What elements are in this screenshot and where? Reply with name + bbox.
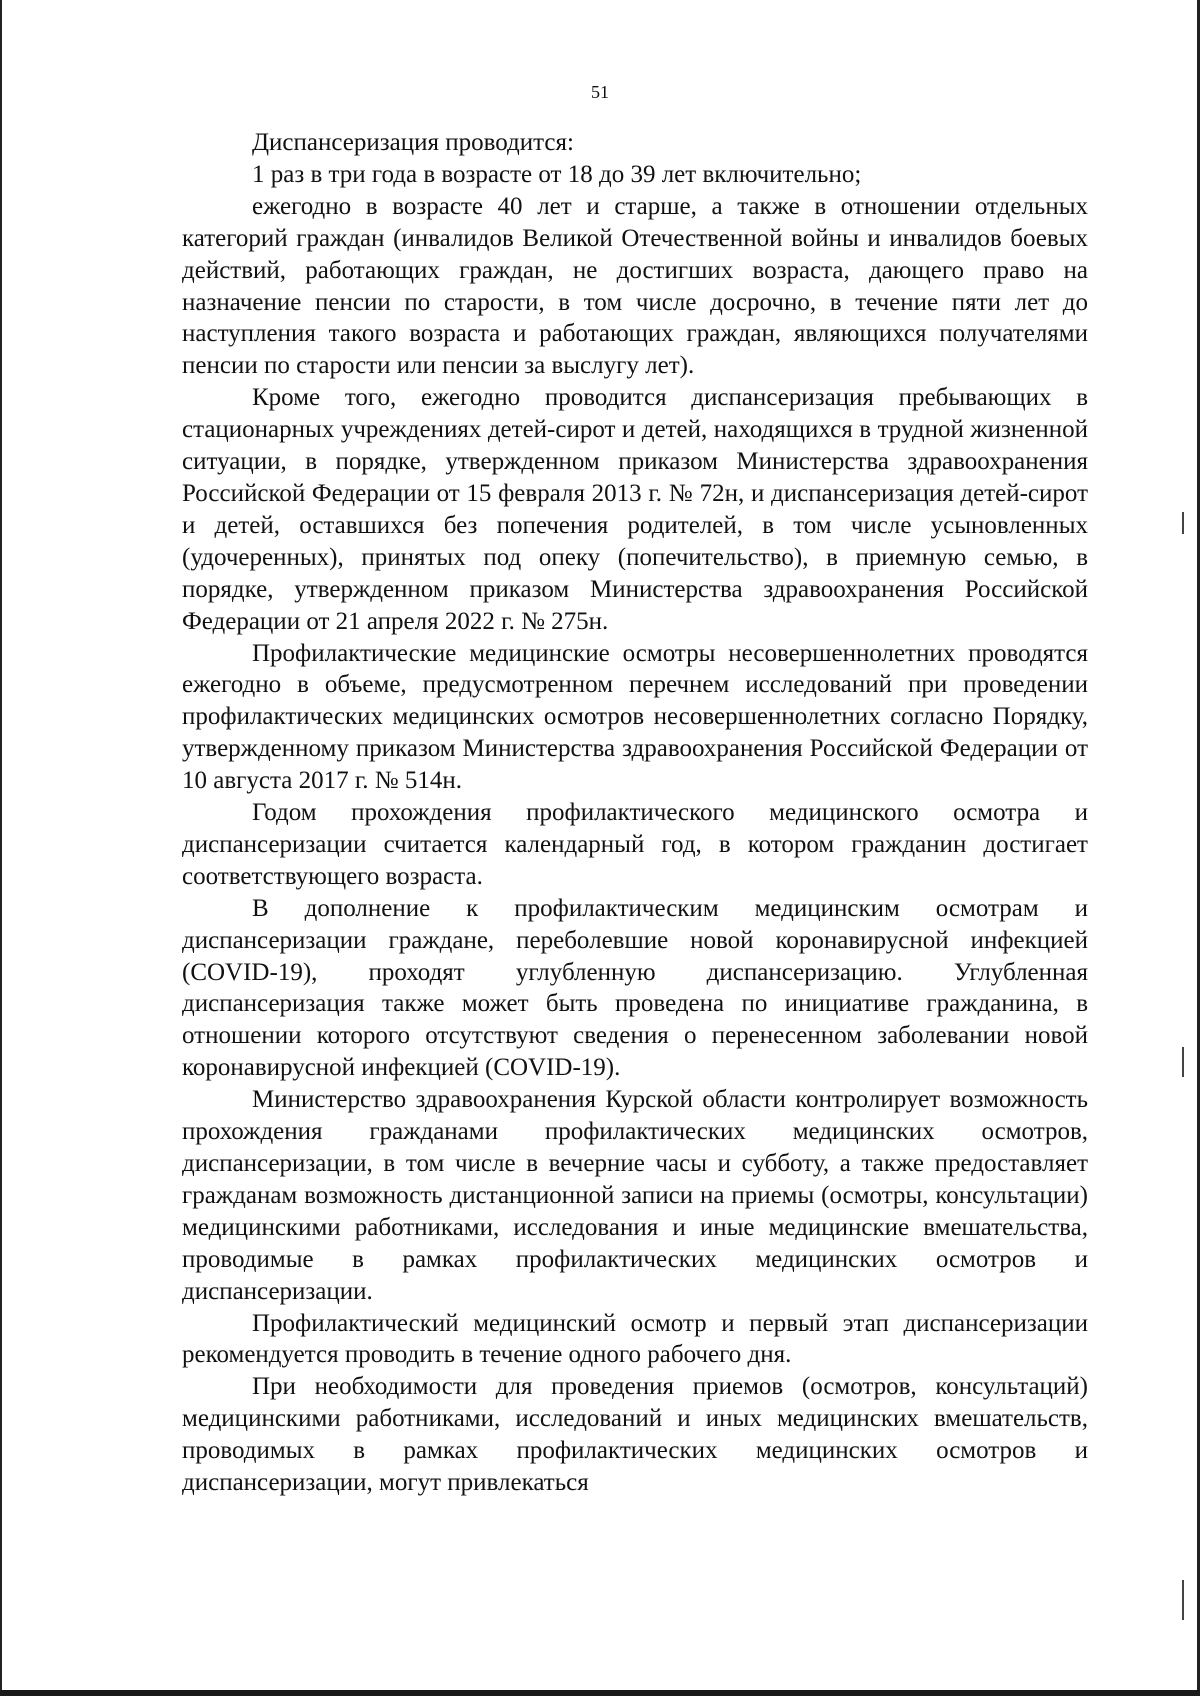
body-text bbox=[182, 127, 1088, 1499]
scan-border-bottom bbox=[0, 1690, 1200, 1696]
scan-artifact bbox=[1182, 1580, 1184, 1620]
paragraph: В дополнение к профилактическим медицинским осмотрам и диспансеризации граждане, переболевшие новой коронавирусной инфекцией (COVID-19), проходят углубленную диспансеризацию. Углубленная диспансеризация также может быть проведена по инициативе гражданина, в отношении которого отсутствуют сведения о перенесенном заболевании новой коронавирусной инфекцией (COVID-19). bbox=[182, 894, 1088, 1082]
paragraph: 1 раз в три года в возрасте от 18 до 39 лет включительно; bbox=[252, 160, 862, 188]
page-number: 51 bbox=[591, 82, 609, 102]
paragraph: Профилактические медицинские осмотры несовершеннолетних проводятся ежегодно в объеме, предусмотренном перечнем исследований при проведении профилактических медицинских осмотров несовершеннолетних согласно Порядку, утвержденному приказом Министерства здравоохранения Российской Федерации от 10 августа 2017 г. № 514н. bbox=[182, 639, 1088, 795]
paragraph: ежегодно в возрасте 40 лет и старше, а также в отношении отдельных категорий граждан (инвалидов Великой Отечественной войны и инвалидов боевых действий, работающих граждан, не достигших возраста, дающего право на назначение пенсии по старости, в том числе досрочно, в течение пяти лет до наступления такого возраста и работающих граждан, являющихся получателями пенсии по старости или пенсии за выслугу лет). bbox=[182, 192, 1088, 380]
paragraph: Кроме того, ежегодно проводится диспансеризация пребывающих в стационарных учреждениях детей-сирот и детей, находящихся в трудной жизненной ситуации, в порядке, утвержденном приказом Министерства здравоохранения Российской Федерации от 15 февраля 2013 г. № 72н, и диспансеризация детей-сирот и детей, оставшихся без попечения родителей, в том числе усыновленных (удочеренных), принятых под опеку (попечительство), в приемную семью, в порядке, утвержденном приказом Министерства здравоохранения Российской Федерации от 21 апреля 2022 г. № 275н. bbox=[182, 384, 1088, 635]
scan-artifact bbox=[1182, 1047, 1184, 1077]
paragraph: Годом прохождения профилактического медицинского осмотра и диспансеризации считается календарный год, в котором гражданин достигает соответствующего возраста. bbox=[182, 799, 1088, 890]
paragraph: Диспансеризация проводится: bbox=[252, 129, 574, 156]
scan-artifact bbox=[1182, 512, 1184, 534]
paragraph: При необходимости для проведения приемов (осмотров, консультаций) медицинскими работниками, исследований и иных медицинских вмешательств, проводимых в рамках профилактических медицинских осмотров и диспансеризации, могут привлекаться bbox=[182, 1373, 1088, 1497]
paragraph: Профилактический медицинский осмотр и первый этап диспансеризации рекомендуется проводить в течение одного рабочего дня. bbox=[182, 1309, 1088, 1369]
scan-border-left bbox=[0, 0, 2, 1696]
paragraph: Министерство здравоохранения Курской области контролирует возможность прохождения гражданами профилактических медицинских осмотров, диспансеризации, в том числе в вечерние часы и субботу, а также предоставляет гражданам возможность дистанционной записи на приемы (осмотры, консультации) медицинскими работниками, исследования и иные медицинские вмешательства, проводимые в рамках профилактических медицинских осмотров и диспансеризации. bbox=[182, 1086, 1088, 1305]
